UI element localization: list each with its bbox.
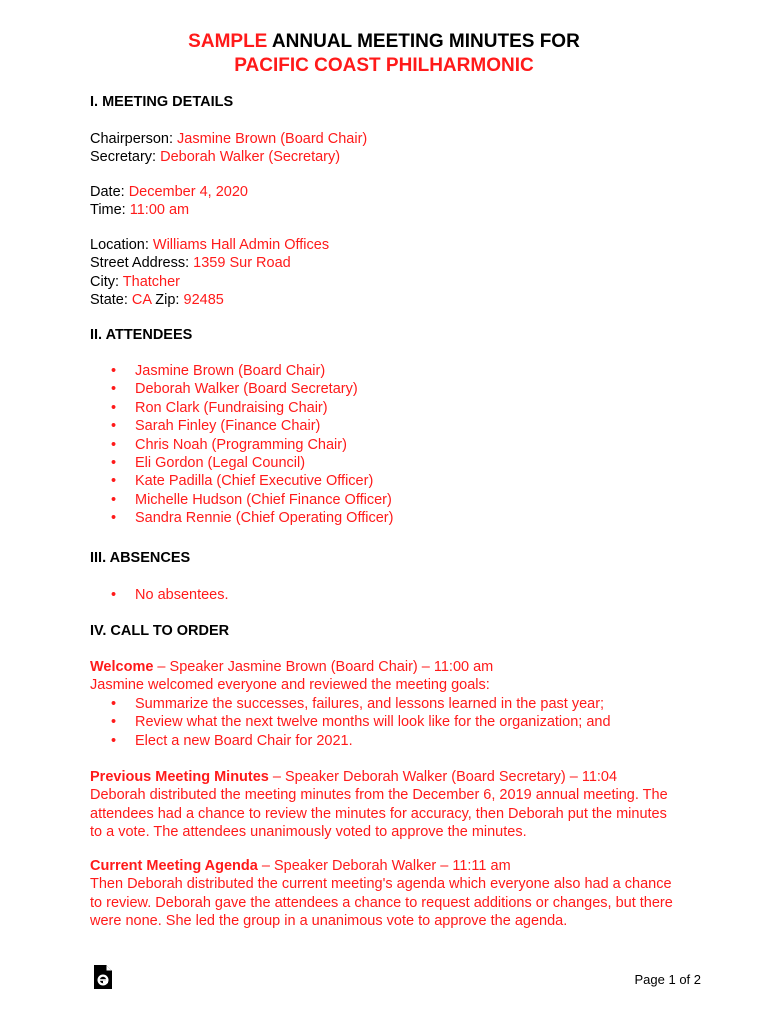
section-heading: II. ATTENDEES (90, 327, 193, 343)
previous-minutes-body: Deborah distributed the meeting minutes from the December 6, 2019 annual meeting. The attendees had a chance to review the minutes for accuracy, then Deborah put the minutes to a vote. The attendees unanimously voted to approve the minutes. (90, 787, 668, 841)
current-agenda-body: Then Deborah distributed the current meeting's agenda which everyone also had a chance to review. Deborah gave the attendees a chance to request additions or changes, but there were none. She led the group in a unanimous vote to approve the agenda. (90, 876, 673, 930)
location-value: Williams Hall Admin Offices (152, 237, 330, 253)
document-title (0, 30, 768, 78)
attendees-list (90, 362, 690, 528)
secretary-value: Deborah Walker (Secretary) (160, 149, 341, 166)
page-number: Page 1 of 2 (634, 972, 701, 987)
list-item: • Deborah Walker (Board Secretary) (90, 380, 690, 398)
list-item: • Jasmine Brown (Board Chair) (90, 362, 690, 380)
title-line-1-rest: ANNUAL MEETING MINUTES FOR (267, 31, 580, 52)
section-heading: I. MEETING DETAILS (90, 94, 234, 110)
time-row (90, 201, 690, 219)
list-item: • No absentees. (90, 586, 690, 604)
meeting-people (90, 130, 690, 167)
previous-minutes-block (90, 768, 690, 842)
list-item: • Sandra Rennie (Chief Operating Officer) (90, 509, 690, 527)
document-e-icon (92, 964, 114, 990)
title-sample-word: SAMPLE (188, 31, 268, 52)
current-agenda-title-row (90, 857, 690, 875)
list-item: • Elect a new Board Chair for 2021. (90, 732, 690, 750)
section-heading: IV. CALL TO ORDER (90, 623, 230, 639)
welcome-speaker: – Speaker Jasmine Brown (Board Chair) – 11:00 am (153, 659, 494, 675)
welcome-title: Welcome (90, 659, 154, 675)
list-item: • Kate Padilla (Chief Executive Officer) (90, 472, 690, 490)
street-row (90, 254, 690, 272)
city-label: City: (90, 273, 123, 290)
previous-minutes-title: Previous Meeting Minutes (90, 769, 269, 785)
section-attendees-heading (90, 326, 690, 344)
section-call-to-order-heading (90, 622, 690, 640)
street-label: Street Address: (90, 255, 194, 272)
list-item: • Review what the next twelve months will look like for the organization; and (90, 713, 690, 731)
meeting-datetime (90, 183, 690, 220)
state-zip-row (90, 291, 690, 309)
street-value: 1359 Sur Road (193, 255, 291, 272)
list-item: • Chris Noah (Programming Chair) (90, 436, 690, 454)
section-absences-heading (90, 549, 690, 567)
welcome-title-row (90, 658, 690, 676)
city-value: Thatcher (122, 273, 181, 290)
meeting-location (90, 236, 690, 310)
current-agenda-speaker: – Speaker Deborah Walker – 11:11 am (257, 858, 511, 874)
section-meeting-details (90, 93, 690, 111)
list-item: • Michelle Hudson (Chief Finance Officer) (90, 491, 690, 509)
location-row (90, 236, 690, 254)
list-item: • Sarah Finley (Finance Chair) (90, 417, 690, 435)
date-row (90, 183, 690, 201)
section-heading: III. ABSENCES (90, 550, 191, 566)
state-value: CA (131, 292, 152, 309)
secretary-row (90, 148, 690, 166)
date-label: Date: (90, 184, 129, 200)
absences-list (90, 586, 690, 604)
list-item: • Ron Clark (Fundraising Chair) (90, 399, 690, 417)
welcome-block (90, 658, 690, 750)
state-label: State: (90, 292, 132, 309)
previous-minutes-title-row (90, 768, 690, 786)
time-value: 11:00 am (129, 202, 190, 219)
list-item: • Eli Gordon (Legal Council) (90, 454, 690, 472)
title-line-2: PACIFIC COAST PHILHARMONIC (234, 55, 534, 76)
chairperson-row (90, 130, 690, 148)
previous-minutes-speaker: – Speaker Deborah Walker (Board Secretary) – 11:04 (268, 769, 618, 785)
current-agenda-block (90, 857, 690, 931)
list-item: • Summarize the successes, failures, and lessons learned in the past year; (90, 695, 690, 713)
secretary-label: Secretary: (90, 149, 161, 166)
zip-value: 92485 (183, 292, 224, 309)
absences-list-block (90, 586, 690, 604)
chairperson-label: Chairperson: (90, 131, 178, 147)
time-label: Time: (90, 202, 130, 219)
welcome-intro: Jasmine welcomed everyone and reviewed the meeting goals: (90, 677, 490, 694)
zip-label: Zip: (151, 292, 184, 309)
meeting-goals-list (90, 695, 690, 750)
current-agenda-title: Current Meeting Agenda (90, 858, 258, 874)
title-line-1 (0, 30, 768, 54)
date-value: December 4, 2020 (128, 184, 248, 200)
city-row (90, 273, 690, 291)
attendees-list-block (90, 362, 690, 528)
location-label: Location: (90, 237, 153, 253)
chairperson-value: Jasmine Brown (Board Chair) (177, 131, 368, 147)
